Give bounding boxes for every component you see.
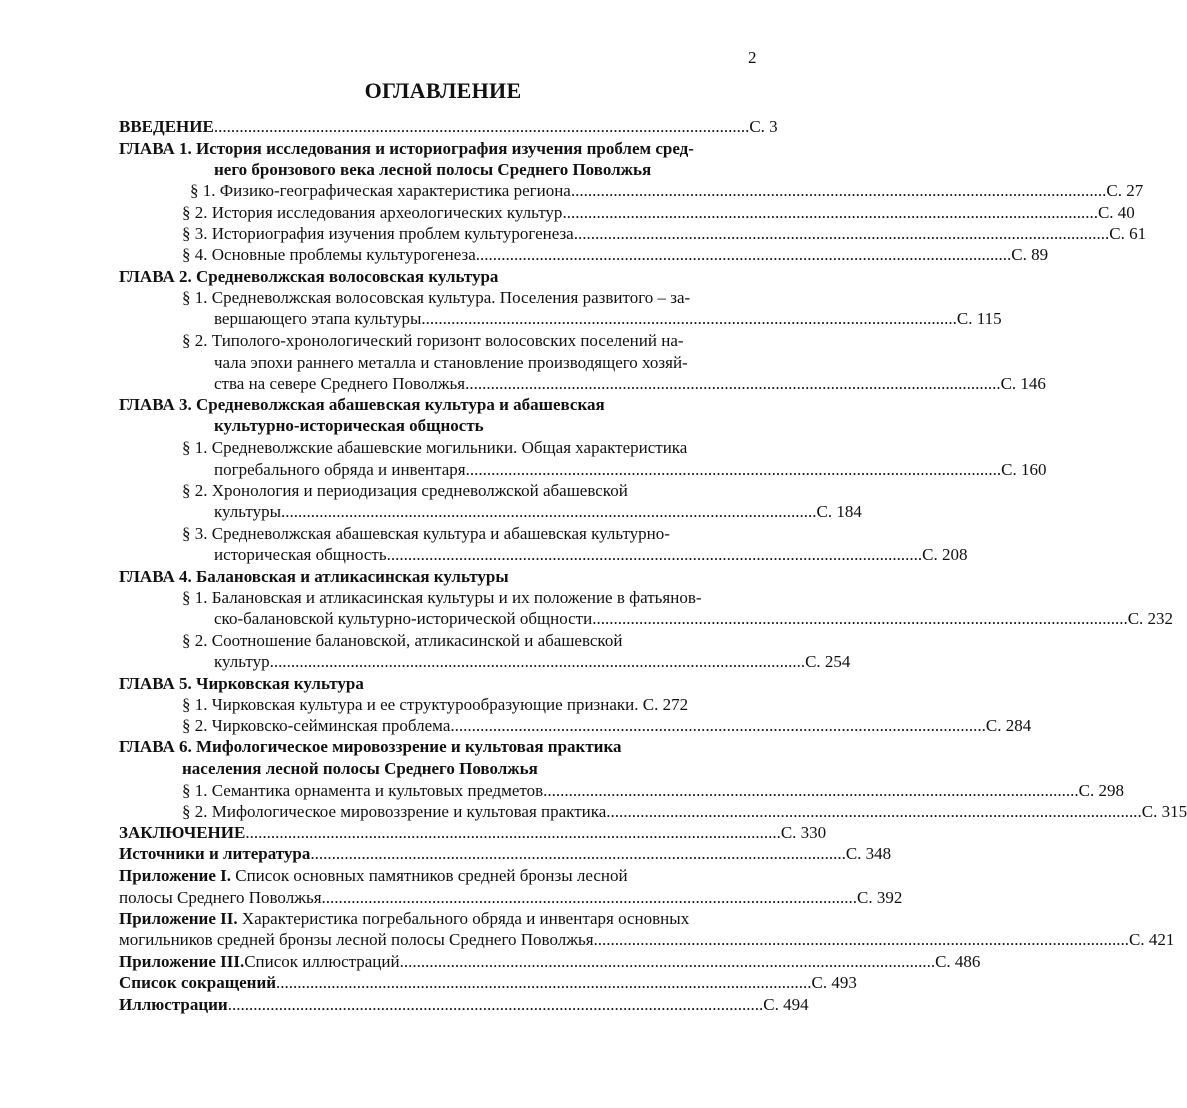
toc-entry-page: С. 493: [811, 973, 857, 992]
toc-entry-appendix-1: [119, 866, 628, 886]
toc-entry-section: [182, 781, 1124, 801]
dot-leader: ..............................................................................................................................: [465, 374, 1001, 393]
toc-entry-section: § 1. Чирковская культура и ее структурообразующие признаки. С. 272: [182, 695, 689, 714]
toc-entry-page: С. 284: [985, 716, 1032, 735]
toc-entry-page: С. 232: [1127, 609, 1174, 628]
chapter-2-heading: ГЛАВА 2. Средневолжская волосовская культура: [119, 267, 499, 286]
toc-entry-page: С. 3: [749, 117, 778, 136]
toc-entry-section-continued: [214, 502, 862, 522]
toc-entry-section: [182, 224, 1147, 244]
toc-entry-section-continued: [214, 374, 1046, 394]
toc-entry-title: § 2. Чирковско-сейминская проблема: [182, 716, 451, 735]
toc-entry-section: [182, 802, 1187, 822]
toc-entry-title: полосы Среднего Поволжья: [119, 888, 322, 907]
toc-entry-page: С. 494: [763, 995, 809, 1014]
toc-entry-page: С. 348: [845, 844, 892, 863]
toc-entry-introduction: [119, 117, 778, 137]
toc-entry-page: С. 298: [1078, 781, 1124, 800]
chapter-4-heading: ГЛАВА 4. Балановская и атликасинская культуры: [119, 567, 509, 586]
appendix-title: Характеристика погребального обряда и инвентаря основных: [237, 909, 690, 928]
toc-entry-illustrations: [119, 995, 809, 1015]
toc-entry-section-line: чала эпохи раннего металла и становление производящего хозяй-: [214, 353, 688, 372]
toc-entry-title: Список сокращений: [119, 973, 277, 992]
toc-entry-appendix-1-continued: [119, 888, 903, 908]
appendix-label: Приложение I.: [119, 866, 231, 885]
toc-entry-section-continued: [214, 652, 851, 672]
dot-leader: ..............................................................................................................................: [321, 888, 858, 907]
dot-leader: ..............................................................................................................................: [593, 930, 1130, 949]
toc-entry-section-line: § 1. Средневолжские абашевские могильники. Общая характеристика: [182, 438, 688, 457]
toc-entry-title: могильников средней бронзы лесной полосы Среднего Поволжья: [119, 930, 594, 949]
toc-entry-title: культур: [214, 652, 270, 671]
dot-leader: ..............................................................................................................................: [592, 609, 1128, 628]
toc-entry-title: ВВЕДЕНИЕ: [119, 117, 214, 136]
dot-leader: ..............................................................................................................................: [310, 844, 846, 863]
toc-entry-page: С. 315: [1141, 802, 1187, 821]
dot-leader: ..............................................................................................................................: [386, 545, 923, 564]
chapter-6-heading-continued: населения лесной полосы Среднего Поволжья: [182, 759, 538, 778]
toc-entry-title: ства на севере Среднего Поволжья: [214, 374, 466, 393]
toc-entry-section: [182, 203, 1135, 223]
toc-entry-page: С. 27: [1106, 181, 1144, 200]
toc-entry-page: С. 40: [1097, 203, 1135, 222]
dot-leader: ..............................................................................................................................: [245, 823, 781, 842]
toc-entry-title: Список иллюстраций: [244, 952, 400, 971]
dot-leader: ..............................................................................................................................: [269, 652, 806, 671]
toc-entry-section-line: § 2. Типолого-хронологический горизонт волосовских поселений на-: [182, 331, 684, 350]
toc-entry-page: С. 89: [1011, 245, 1049, 264]
dot-leader: ..............................................................................................................................: [562, 203, 1098, 222]
chapter-5-heading: ГЛАВА 5. Чирковская культура: [119, 674, 364, 693]
toc-entry-abbreviations: [119, 973, 857, 993]
toc-entry-title: Источники и литература: [119, 844, 311, 863]
toc-entry-title: § 2. История исследования археологических культур: [182, 203, 563, 222]
page-title: ОГЛАВЛЕНИЕ: [364, 78, 522, 103]
toc-entry-title: Иллюстрации: [119, 995, 228, 1014]
dot-leader: ..............................................................................................................................: [606, 802, 1142, 821]
chapter-3-heading: ГЛАВА 3. Средневолжская абашевская культура и абашевская: [119, 395, 605, 414]
toc-entry-page: С. 184: [816, 502, 862, 521]
toc-entry-page: С. 61: [1109, 224, 1147, 243]
toc-entry-page: С. 208: [922, 545, 968, 564]
appendix-label: Приложение III.: [119, 952, 245, 971]
toc-entry-section: [182, 716, 1032, 736]
dot-leader: ..............................................................................................................................: [399, 952, 936, 971]
toc-entry-section-line: § 1. Средневолжская волосовская культура. Поселения развитого – за-: [182, 288, 691, 307]
toc-entry-title: § 1. Физико-географическая характеристика региона: [190, 181, 571, 200]
dot-leader: ..............................................................................................................................: [276, 973, 812, 992]
toc-entry-appendix-2: [119, 909, 689, 929]
toc-entry-title: историческая общность: [214, 545, 387, 564]
dot-leader: ..............................................................................................................................: [281, 502, 817, 521]
toc-entry-title: погребального обряда и инвентаря: [214, 460, 466, 479]
toc-entry-sources: [119, 844, 892, 864]
toc-entry-section-continued: [214, 545, 968, 565]
toc-entry-title: § 1. Семантика орнамента и культовых предметов: [182, 781, 544, 800]
toc-entry-section-line: § 1. Балановская и атликасинская культуры и их положение в фатьянов-: [182, 588, 702, 607]
toc-entry-title: культуры: [214, 502, 281, 521]
toc-entry-title: вершающего этапа культуры: [214, 309, 422, 328]
dot-leader: ..............................................................................................................................: [421, 309, 957, 328]
toc-entry-section-line: § 2. Соотношение балановской, атликасинской и абашевской: [182, 631, 623, 650]
dot-leader: ..............................................................................................................................: [450, 716, 986, 735]
toc-entry-page: С. 254: [805, 652, 851, 671]
toc-entry-section-line: § 3. Средневолжская абашевская культура и абашевская культурно-: [182, 524, 670, 543]
toc-entry-section: [190, 181, 1144, 201]
toc-entry-page: С. 392: [857, 888, 903, 907]
chapter-6-heading: ГЛАВА 6. Мифологическое мировоззрение и культовая практика: [119, 737, 622, 756]
toc-entry-title: § 4. Основные проблемы культурогенеза: [182, 245, 476, 264]
page-number: 2: [748, 48, 757, 67]
toc-entry-page: С. 421: [1129, 930, 1175, 949]
toc-entry-page: С. 160: [1001, 460, 1047, 479]
toc-entry-title: ско-балановской культурно-исторической общности: [214, 609, 593, 628]
appendix-label: Приложение II.: [119, 909, 238, 928]
chapter-1-heading-continued: него бронзового века лесной полосы Среднего Поволжья: [214, 160, 652, 179]
toc-entry-section: [182, 245, 1049, 265]
dot-leader: ..............................................................................................................................: [570, 181, 1107, 200]
toc-entry-page: С. 146: [1000, 374, 1046, 393]
toc-entry-page: С. 486: [935, 952, 981, 971]
toc-entry-appendix-2-continued: [119, 930, 1175, 950]
chapter-3-heading-continued: культурно-историческая общность: [214, 416, 484, 435]
dot-leader: ..............................................................................................................................: [543, 781, 1079, 800]
toc-entry-page: С. 115: [956, 309, 1002, 328]
toc-entry-conclusion: [119, 823, 827, 843]
toc-entry-section-line: § 2. Хронология и периодизация средневолжской абашевской: [182, 481, 628, 500]
dot-leader: ..............................................................................................................................: [213, 117, 750, 136]
toc-entry-section-continued: [214, 460, 1047, 480]
dot-leader: ..............................................................................................................................: [227, 995, 764, 1014]
toc-entry-section-continued: [214, 609, 1174, 629]
toc-entry-title: § 2. Мифологическое мировоззрение и культовая практика: [182, 802, 607, 821]
toc-entry-title: § 3. Историография изучения проблем культурогенеза: [182, 224, 574, 243]
toc-entry-appendix-3: [119, 952, 981, 972]
appendix-title: Список основных памятников средней бронзы лесной: [231, 866, 628, 885]
toc-entry-page: С. 330: [780, 823, 827, 842]
toc-entry-section-continued: [214, 309, 1002, 329]
dot-leader: ..............................................................................................................................: [465, 460, 1002, 479]
chapter-1-heading: ГЛАВА 1. История исследования и историография изучения проблем сред-: [119, 139, 694, 158]
toc-entry-title: ЗАКЛЮЧЕНИЕ: [119, 823, 246, 842]
dot-leader: ..............................................................................................................................: [475, 245, 1012, 264]
dot-leader: ..............................................................................................................................: [573, 224, 1110, 243]
